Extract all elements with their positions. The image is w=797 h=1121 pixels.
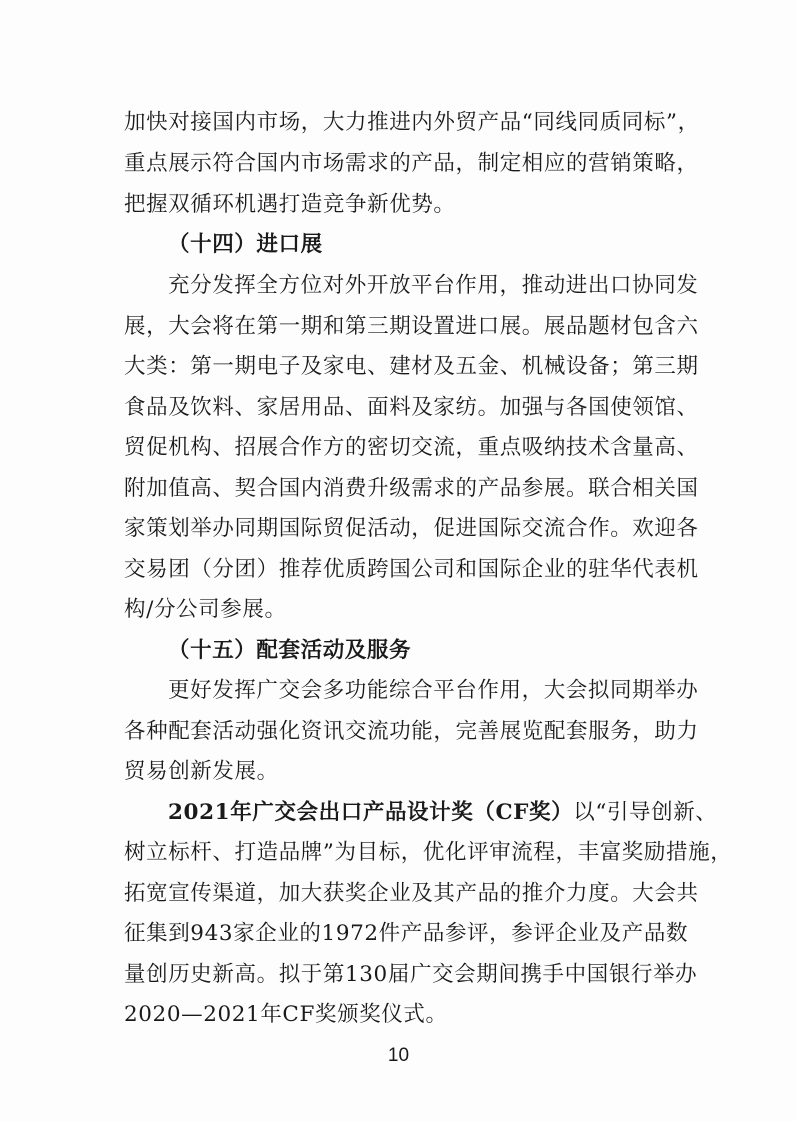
section-15-line-2: 各种配套活动强化资讯交流功能，完善展览配套服务，助力 [124, 719, 699, 744]
section-14-line-2: 展，大会将在第一期和第三期设置进口展。展品题材包含六 [124, 314, 699, 339]
cf-award-first-line-rest: 以“引导创新、 [573, 800, 718, 825]
section-14-line-7: 家策划举办同期国际贸促活动，促进国际交流合作。欢迎各 [124, 516, 699, 541]
section-14-line-3: 大类：第一期电子及家电、建材及五金、机械设备；第三期 [124, 354, 699, 379]
section-15-line-3: 贸易创新发展。 [124, 759, 279, 784]
cf-award-line-2: 树立标杆、打造品牌”为目标，优化评审流程，丰富奖励措施， [124, 840, 733, 865]
page-number: 10 [387, 1045, 410, 1066]
cf-award-line-4: 征集到943家企业的1972件产品参评，参评企业及产品数 [124, 921, 689, 946]
section-14-line-5: 贸促机构、招展合作方的密切交流，重点吸纳技术含量高、 [124, 435, 699, 460]
section-14-line-9: 构/分公司参展。 [124, 597, 287, 622]
cf-award-line-1 [168, 798, 718, 828]
intro-line-3: 把握双循环机遇打造竞争新优势。 [124, 192, 456, 217]
cf-award-line-5: 量创历史新高。拟于第130届广交会期间携手中国银行举办 [124, 962, 698, 987]
cf-award-line-3: 拓宽宣传渠道，加大获奖企业及其产品的推介力度。大会共 [124, 881, 699, 906]
cf-award-line-6: 2020—2021年CF奖颁奖仪式。 [124, 1002, 448, 1027]
section-14-line-8: 交易团（分团）推荐优质跨国公司和国际企业的驻华代表机 [124, 557, 699, 582]
intro-line-1: 加快对接国内市场，大力推进内外贸产品“同线同质同标”， [124, 110, 700, 135]
section-15-line-1: 更好发挥广交会多功能综合平台作用，大会拟同期举办 [168, 678, 699, 703]
section-14-line-4: 食品及饮料、家居用品、面料及家纺。加强与各国使领馆、 [124, 395, 699, 420]
section-14-line-6: 附加值高、契合国内消费升级需求的产品参展。联合相关国 [124, 476, 699, 501]
cf-award-bold-lead: 2021年广交会出口产品设计奖（CF奖） [168, 800, 574, 825]
section-14-heading: （十四）进口展 [168, 232, 323, 257]
intro-line-2: 重点展示符合国内市场需求的产品，制定相应的营销策略， [124, 151, 699, 176]
section-14-line-1: 充分发挥全方位对外开放平台作用，推动进出口协同发 [168, 273, 699, 298]
section-15-heading: （十五）配套活动及服务 [168, 638, 412, 663]
